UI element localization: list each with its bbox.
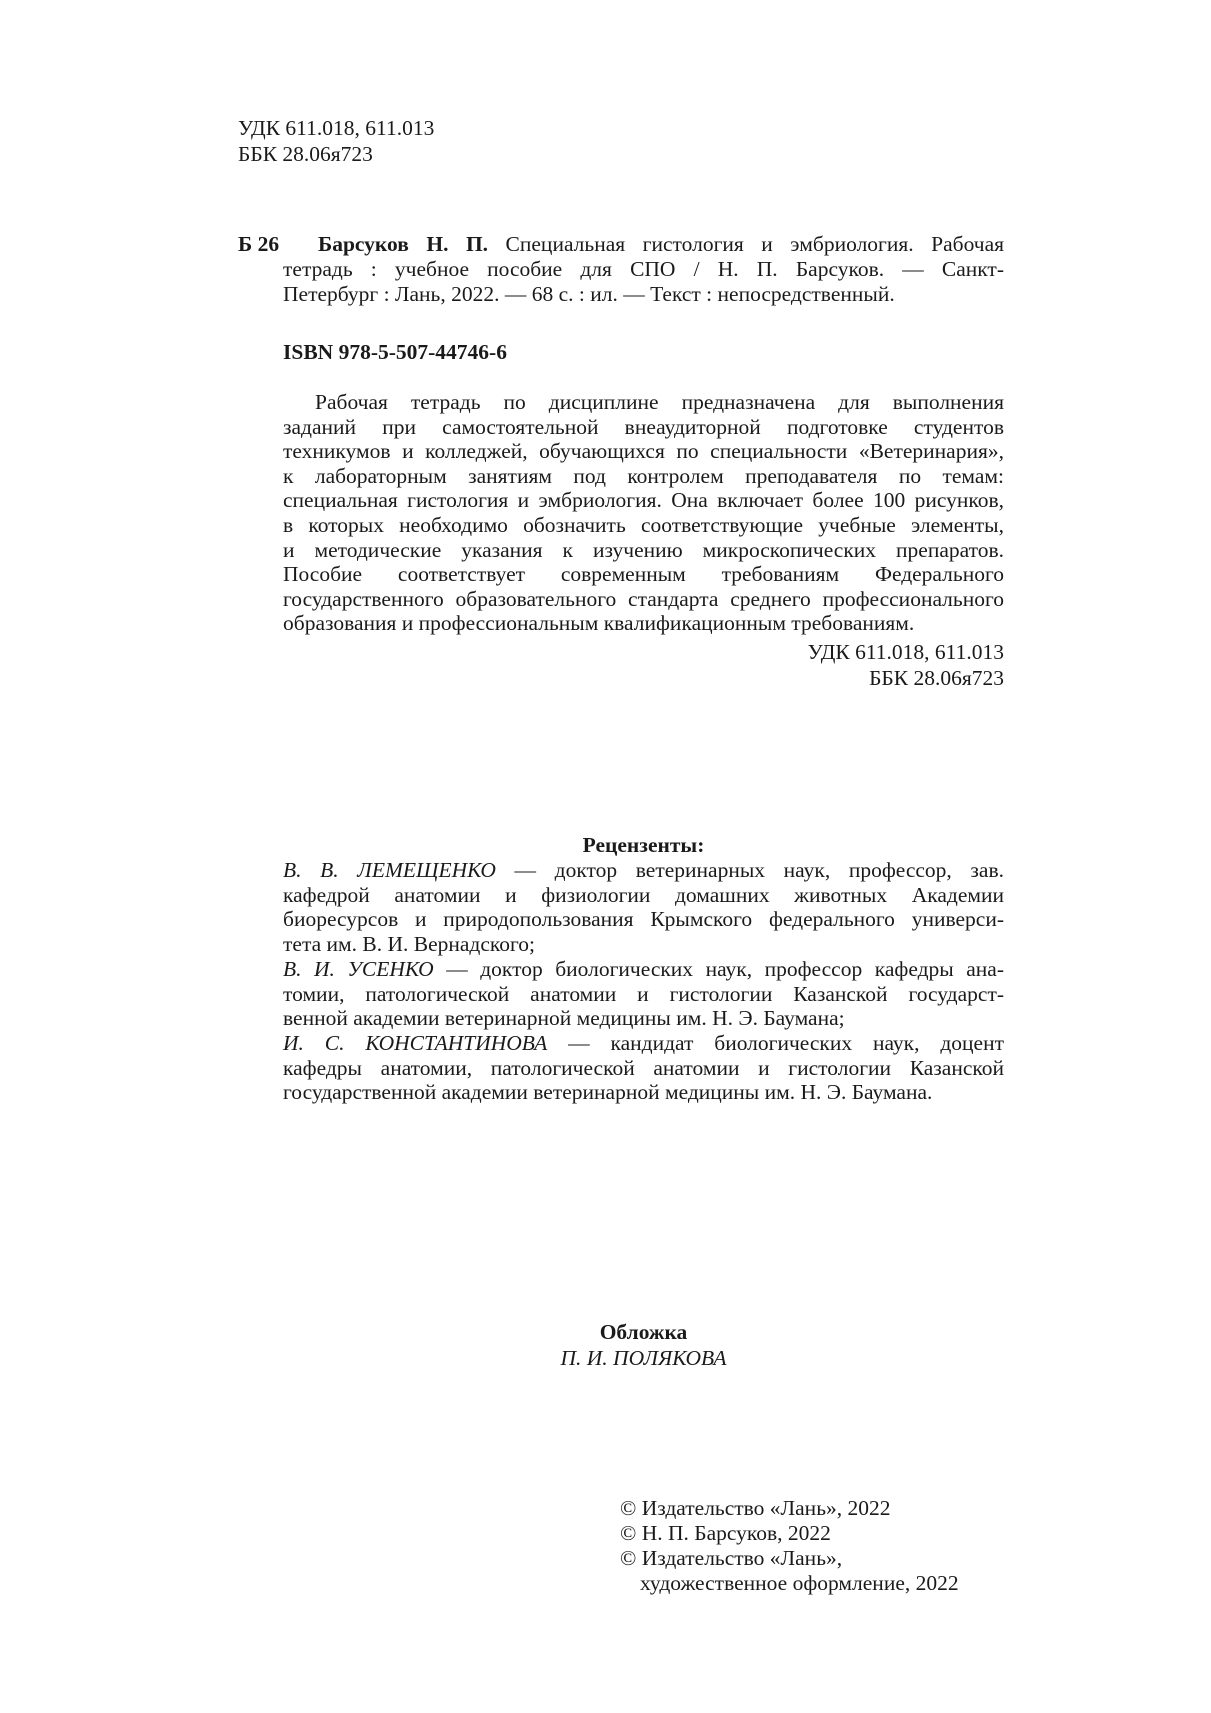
- reviewer-3-name: И. С. КОНСТАНТИНОВА: [283, 1030, 548, 1055]
- entry-line-1: [318, 232, 1004, 257]
- bottom-udk: УДК 611.018, 611.013: [807, 640, 1004, 664]
- bottom-bbk: ББК 28.06я723: [869, 666, 1004, 690]
- entry-line-2: тетрадь : учебное пособие для СПО / Н. П. Барсуков. — Санкт-: [283, 257, 1004, 281]
- reviewer-1-line-4: тета им. В. И. Вернадского;: [283, 932, 536, 957]
- top-udk: УДК 611.018, 611.013: [238, 116, 435, 140]
- copyright-line: © Н. П. Барсуков, 2022: [620, 1521, 831, 1545]
- cover-designer: П. И. ПОЛЯКОВА: [560, 1346, 727, 1370]
- cover-credit: [283, 1320, 1004, 1371]
- annotation-line: образования и профессиональным квалификационным требованиям.: [283, 611, 915, 636]
- reviewer-1-line-3: биоресурсов и природопользования Крымского федерального универси-: [283, 907, 1004, 932]
- annotation: [283, 390, 1004, 636]
- annotation-line: Пособие соответствует современным требованиям Федерального: [283, 562, 1004, 587]
- copyright-line: © Издательство «Лань», 2022: [620, 1496, 891, 1520]
- annotation-line: техникумов и колледжей, обучающихся по специальности «Ветеринария»,: [283, 439, 1004, 464]
- annotation-line: специальная гистология и эмбриология. Она включает более 100 рисунков,: [283, 488, 1004, 513]
- reviewer-1-name: В. В. ЛЕМЕЩЕНКО: [283, 858, 496, 882]
- entry-author: Барсуков Н. П.: [318, 232, 489, 256]
- annotation-line: государственного образовательного стандарта среднего профессионального: [283, 586, 1004, 611]
- reviewer-2-line-2: томии, патологической анатомии и гистологии Казанской государст-: [283, 981, 1004, 1006]
- reviewer-2-line-1: В. И. УСЕНКО — доктор биологических наук, профессор кафедры ана-: [283, 956, 1004, 981]
- copyright-line: © Издательство «Лань»,: [620, 1546, 843, 1570]
- reviewer-1-line-2: кафедрой анатомии и физиологии домашних животных Академии: [283, 882, 1004, 907]
- entry-line-3: Петербург : Лань, 2022. — 68 с. : ил. — Текст : непосредственный.: [283, 282, 895, 306]
- annotation-line: и методические указания к изучению микроскопических препаратов.: [283, 537, 1004, 562]
- top-classification-codes: [238, 116, 638, 167]
- annotation-line: заданий при самостоятельной внеаудиторной подготовке студентов: [283, 414, 1004, 439]
- reviewer-3-line-3: государственной академии ветеринарной медицины им. Н. Э. Баумана.: [283, 1080, 933, 1105]
- reviewer-2-line-3: венной академии ветеринарной медицины им. Н. Э. Баумана;: [283, 1006, 845, 1031]
- annotation-line: Рабочая тетрадь по дисциплине предназначена для выполнения: [315, 390, 1004, 414]
- reviewer-1-line-1: В. В. ЛЕМЕЩЕНКО — доктор ветеринарных наук, профессор, зав.: [283, 858, 1004, 882]
- entry-title: Специальная гистология и эмбриология. Рабочая: [505, 232, 1005, 256]
- bibliographic-entry: [283, 232, 1005, 307]
- reviewers-list: [283, 858, 1004, 1105]
- bottom-classification-codes: [600, 640, 1004, 691]
- copyright-block: [620, 1496, 1040, 1596]
- annotation-line: к лабораторным занятиям под контролем преподавателя по темам:: [283, 463, 1004, 488]
- isbn: ISBN 978-5-507-44746-6: [283, 340, 507, 364]
- reviewer-3-line-1: И. С. КОНСТАНТИНОВА — кандидат биологических наук, доцент: [283, 1030, 1004, 1055]
- reviewer-3-line-2: кафедры анатомии, патологической анатомии и гистологии Казанской: [283, 1055, 1004, 1080]
- reviewer-2-name: В. И. УСЕНКО: [283, 956, 434, 981]
- top-bbk: ББК 28.06я723: [238, 142, 373, 166]
- copyright-line: художественное оформление, 2022: [640, 1571, 959, 1595]
- reviewers-heading: Рецензенты:: [582, 833, 705, 857]
- cover-heading: Обложка: [599, 1320, 688, 1344]
- entry-code: Б 26: [238, 232, 280, 256]
- annotation-line: в которых необходимо обозначить соответствующие учебные элементы,: [283, 512, 1004, 537]
